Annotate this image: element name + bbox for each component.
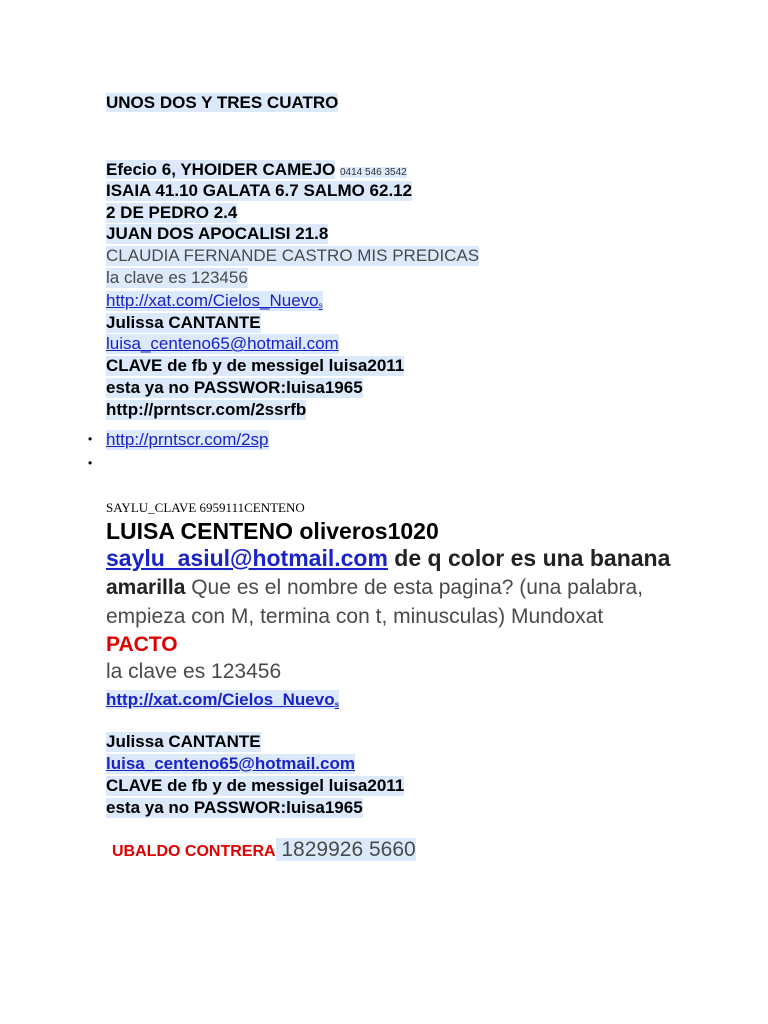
prntscr-link-line <box>106 430 269 450</box>
xat-link-line <box>106 291 323 311</box>
isaia-line: ISAIA 41.10 GALATA 6.7 SALMO 62.12 <box>106 181 413 200</box>
bullet-marker-empty: • <box>88 456 93 470</box>
prntscr-line: http://prntscr.com/2ssrfb <box>106 400 307 419</box>
clave2-line: la clave es 123456 <box>106 660 282 683</box>
prntscr-link[interactable]: http://prntscr.com/2sp <box>106 430 269 449</box>
doc-title: UNOS DOS Y TRES CUATRO <box>106 93 339 112</box>
email2-line <box>106 754 355 774</box>
question-line <box>106 545 670 571</box>
empieza-line: empieza con M, termina con t, minusculas) Mundoxat <box>106 605 604 628</box>
clave-fb-line: CLAVE de fb y de messigel luisa2011 <box>106 356 405 375</box>
ubaldo-line <box>112 838 416 862</box>
julissa2-line: Julissa CANTANTE <box>106 732 261 751</box>
ubaldo-name: UBALDO CONTRERA <box>112 843 276 860</box>
email-line <box>106 334 339 354</box>
question-rest: Que es el nombre de esta pagina? (una palabra, <box>185 576 644 599</box>
pacto-line: PACTO <box>106 633 178 656</box>
pedro-line: 2 DE PEDRO 2.4 <box>106 203 238 222</box>
email2-link[interactable]: luisa_centeno65@hotmail.com <box>106 754 355 773</box>
xat-link-sub[interactable]: s <box>318 301 323 310</box>
passwor2-line: esta ya no PASSWOR:luisa1965 <box>106 798 363 817</box>
xat2-link[interactable]: http://xat.com/Cielos_Nuevo <box>106 690 335 709</box>
small-phone: 0414 546 3542 <box>339 167 407 178</box>
xat2-link-sub[interactable]: s <box>334 700 340 709</box>
xat-link[interactable]: http://xat.com/Cielos_Nuevo <box>106 291 319 310</box>
saylu-email-link[interactable]: saylu_asiul@hotmail.com <box>106 545 388 571</box>
julissa-line: Julissa CANTANTE <box>106 313 261 332</box>
clave-fb2-line: CLAVE de fb y de messigel luisa2011 <box>106 776 405 795</box>
saylu-line: SAYLU_CLAVE 6959111CENTENO <box>106 500 305 515</box>
clave-line: la clave es 123456 <box>106 268 248 287</box>
question-bold: de q color es una banana <box>387 545 671 571</box>
bullet-marker: • <box>88 432 93 446</box>
juan-line: JUAN DOS APOCALISI 21.8 <box>106 224 329 243</box>
efecio-line <box>106 160 407 180</box>
ubaldo-phone: 1829926 5660 <box>275 838 416 861</box>
amarilla-line <box>106 576 643 600</box>
efecio-text: Efecio 6, YHOIDER CAMEJO <box>106 160 336 179</box>
email-link[interactable]: luisa_centeno65@hotmail.com <box>106 334 339 353</box>
claudia-line: CLAUDIA FERNANDE CASTRO MIS PREDICAS <box>106 246 480 265</box>
luisa-line: LUISA CENTENO oliveros1020 <box>106 518 439 544</box>
passwor-line: esta ya no PASSWOR:luisa1965 <box>106 378 363 397</box>
amarilla-text: amarilla <box>106 576 186 599</box>
xat2-link-line <box>106 690 339 710</box>
